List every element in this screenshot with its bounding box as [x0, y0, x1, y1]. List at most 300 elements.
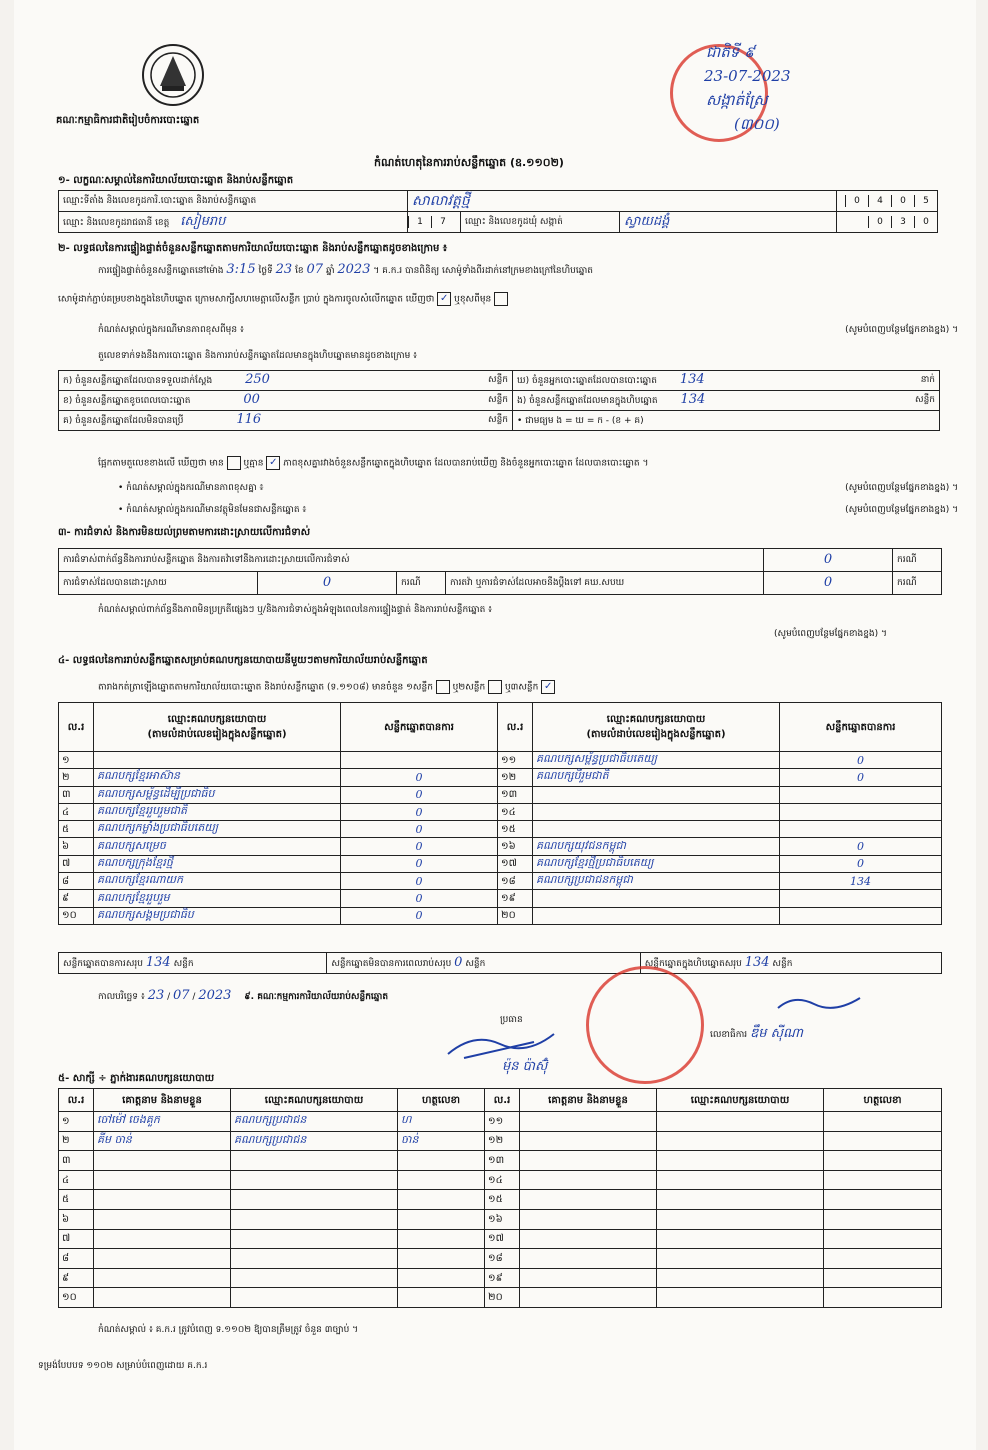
cell-party: [231, 1209, 398, 1229]
unit: សន្លឹក: [173, 958, 194, 969]
counts-table: [58, 370, 940, 431]
cell-party: [231, 1151, 398, 1171]
different-label: ឬខុសពីមុន: [454, 294, 492, 305]
cell-name: [520, 1288, 657, 1308]
cell-no: ២: [59, 769, 94, 786]
cell-votes: 0: [341, 786, 498, 803]
cell-no: ១១: [498, 752, 533, 769]
count-e-value: 134: [680, 392, 706, 407]
cell-name: គីម ចាន់: [94, 1131, 231, 1151]
code-digit: 0: [868, 216, 891, 228]
secretary-name: ឌឹម ស៊ីណា: [750, 1026, 804, 1041]
cell-party: [533, 907, 780, 924]
one-sheet-checkbox[interactable]: [436, 680, 450, 694]
cell-name: [94, 1170, 231, 1190]
appeal-label: ការតវ៉ា ឬការជំទាស់ដែលអាចនឹងប្តឹងទៅ គឃ.សបឃ: [446, 572, 764, 595]
fill-note: (សូមបំពេញបន្ថែមផ្នែកខាងខ្នង) ។: [845, 483, 958, 493]
code-digit: 7: [431, 216, 454, 228]
table-row: [59, 752, 942, 769]
verification-suffix: ។ គ.ក.រ បានពិនិត្យ សោម៉ូទាំងពីរដាក់នៅក្រមខាងក្រៅនៃហិបឆ្នោត: [373, 266, 594, 276]
table-row: [59, 1190, 942, 1210]
code-digit: 5: [914, 195, 937, 207]
province-label-text: ឈ្មោះ និងលេខកូដរាជធានី ខេត្ត: [63, 217, 170, 228]
location-value: សាលាវត្តថ្មី: [408, 191, 837, 212]
cell-no: ១៦: [485, 1209, 520, 1229]
cell-no: ៧: [59, 1229, 94, 1249]
cell-party: គណបក្សខ្មែរអាស៊ាន: [94, 769, 341, 786]
cell-no: ៩: [59, 890, 94, 907]
party-results-table: [58, 702, 942, 925]
cell-party: គណបក្សសម្រេច: [94, 838, 341, 855]
commune-label: ឈ្មោះ និងលេខកូដឃុំ សង្កាត់: [461, 212, 620, 233]
appeal-value: 0: [764, 572, 893, 595]
col-party-title: ឈ្មោះគណបក្សនយោបាយ: [606, 714, 706, 725]
table-row: [59, 1288, 942, 1308]
cell-name: [520, 1112, 657, 1132]
cell-no: ៦: [59, 838, 94, 855]
cell-party: [657, 1288, 824, 1308]
cell-sign: [824, 1112, 942, 1132]
party-results-body: [59, 752, 942, 925]
count-e-cell: [513, 391, 940, 411]
cell-no: ៤: [59, 1170, 94, 1190]
no-discrepancy-label: ឬគ្មាន: [243, 458, 264, 469]
cell-sign: [398, 1268, 485, 1288]
different-checkbox[interactable]: [494, 292, 508, 306]
cell-no: ១៤: [485, 1170, 520, 1190]
cell-party: [533, 803, 780, 820]
count-a-label: ក) ចំនួនសន្លឹកឆ្នោតដែលបានទទួលដាក់ស្តែង: [63, 376, 213, 386]
col-no: ល.រ: [59, 703, 94, 752]
col-name: គោត្តនាម និងនាមខ្លួន: [520, 1089, 657, 1112]
cell-votes: 0: [780, 752, 942, 769]
section1-heading: ១- លក្ខណៈសម្គាល់នៃការិយាល័យបោះឆ្នោត និងរាប់សន្លឹកឆ្នោត: [58, 175, 294, 186]
cell-party: គណបក្សបីរួមជាតិ: [533, 769, 780, 786]
cell-votes: 0: [780, 838, 942, 855]
cell-votes: 0: [341, 803, 498, 820]
table-row: [59, 1112, 942, 1132]
col-votes: សន្លឹកឆ្នោតបានការ: [341, 703, 498, 752]
section4-heading: ៤- លទ្ធផលនៃការរាប់សន្លឹកឆ្នោតសម្រាប់គណបក្សនយោបាយនីមួយៗតាមការិយាល័យរាប់សន្លឹកឆ្នោត: [58, 655, 428, 666]
signature-date-line: កាលបរិច្ឆេទ ៖ 23 / 07 / 2023 ៩. គណៈកម្មការការិយាល័យរាប់សន្លឹកឆ្នោត: [98, 988, 389, 1003]
table-row: [59, 1268, 942, 1288]
cell-party: [231, 1268, 398, 1288]
col-party: [94, 703, 341, 752]
cell-sign: [824, 1229, 942, 1249]
count-d-label: ឃ) ចំនួនអ្នកបោះឆ្នោតដែលបានបោះឆ្នោត: [517, 376, 657, 386]
cell-party: [657, 1131, 824, 1151]
count-b-value: 00: [243, 392, 260, 407]
code-digit: 0: [845, 195, 868, 207]
count-a-cell: [59, 371, 513, 391]
chair-name: ម៉ុន ប៉ាស៊ុំ: [502, 1059, 548, 1074]
nec-logo: [140, 42, 206, 108]
table-row: [59, 821, 942, 838]
cell-votes: [780, 803, 942, 820]
secretary-label: លេខាធិការ: [710, 1030, 748, 1040]
cell-sign: [398, 1209, 485, 1229]
cell-party: [533, 821, 780, 838]
discrepancy-line: [98, 456, 958, 470]
count-d-value: 134: [679, 372, 705, 387]
commune-code: [837, 212, 938, 233]
cell-party: គណបក្សកម្លាំងប្រជាធិបតេយ្យ: [94, 821, 341, 838]
cell-no: ១៣: [498, 786, 533, 803]
cell-sign: ចាន់: [398, 1131, 485, 1151]
cell-no: ១: [59, 1112, 94, 1132]
cell-party: គណបក្សសង្គមប្រជាធិប: [94, 907, 341, 924]
cell-no: ១៣: [485, 1151, 520, 1171]
cell-sign: [398, 1249, 485, 1269]
case-label: ករណី: [893, 549, 942, 572]
cell-name: [520, 1190, 657, 1210]
cell-name: [520, 1249, 657, 1269]
col-party: [533, 703, 780, 752]
no-discrepancy-checkbox[interactable]: ✓: [266, 456, 280, 470]
cell-party: [657, 1209, 824, 1229]
cell-votes: 0: [341, 838, 498, 855]
difference-note-line: [98, 324, 958, 336]
count-d-unit: នាក់: [920, 375, 935, 385]
secretary-signature: [774, 990, 864, 1014]
cell-party: គណបក្សខ្មែរណាយក: [94, 873, 341, 890]
cell-no: ៨: [59, 873, 94, 890]
cell-party: [231, 1288, 398, 1308]
date-day: 23: [147, 988, 165, 1003]
cell-no: ១៩: [485, 1268, 520, 1288]
cell-sign: [398, 1190, 485, 1210]
cell-votes: [341, 752, 498, 769]
bullet-note-1: [118, 482, 958, 494]
col-votes: សន្លឹកឆ្នោតបានការ: [780, 703, 942, 752]
difference-note-label: កំណត់សម្គាល់ក្នុងករណីមានភាពខុសពីមុន ៖: [98, 325, 244, 335]
cell-name: [520, 1131, 657, 1151]
table-row: [59, 769, 942, 786]
document-title: កំណត់ហេតុនៃការរាប់សន្លឹកឆ្នោត (ឧ.១១០២): [374, 156, 564, 169]
table-row: [59, 803, 942, 820]
total-invalid-cell: [327, 953, 640, 974]
code-digit: 3: [891, 216, 914, 228]
case-label: ករណី: [893, 572, 942, 595]
cell-party: គណបក្សខ្មែរថ្មីប្រជាធិបតេយ្យ: [533, 855, 780, 872]
table-row: [59, 838, 942, 855]
cell-no: ១១: [485, 1112, 520, 1132]
stamp-note-line: សង្កាត់ស្រែ: [706, 91, 768, 109]
cell-sign: [398, 1229, 485, 1249]
case-label: ករណី: [397, 572, 446, 595]
has-discrepancy-checkbox[interactable]: [227, 456, 241, 470]
code-digit: 1: [408, 216, 431, 228]
cell-no: ១: [59, 752, 94, 769]
table-row: [59, 1151, 942, 1171]
cell-party: [533, 890, 780, 907]
location-table: [58, 190, 938, 233]
cell-party: [657, 1170, 824, 1190]
col-party: ឈ្មោះគណបក្សនយោបាយ: [657, 1089, 824, 1112]
cell-sign: [824, 1268, 942, 1288]
cell-name: [520, 1229, 657, 1249]
cell-no: ១៦: [498, 838, 533, 855]
objection-label: ការជំទាស់ពាក់ព័ន្ធនឹងការរាប់សន្លឹកឆ្នោត និងការតវ៉ាទៅនឹងការដោះស្រាយលើការជំទាស់: [59, 549, 764, 572]
committee-official-stamp: [586, 966, 704, 1084]
province-value: សៀមរាប: [180, 213, 226, 229]
witness-body: [59, 1112, 942, 1308]
cell-party: [533, 786, 780, 803]
month-label: ខែ: [295, 266, 304, 276]
seal-text: សោម៉ូដាក់ភ្ជាប់គម្របខាងក្នុងនៃហិបឆ្នោត ក្រោមសាក្សីសហមេត្តាលើសន្លឹក ប្រាប់ ក្នុងការចូលសំលើកឆ្នោត ឃើញថា: [58, 294, 435, 305]
witness-footer-note: កំណត់សម្គាល់ ៖ គ.ក.រ ត្រូវបំពេញ ទ.១១០២ ឱ្យបានត្រឹមត្រូវ ចំនួន ៣ច្បាប់ ។: [98, 1325, 359, 1335]
secretary-line: [710, 1028, 803, 1041]
cell-votes: [780, 821, 942, 838]
witness-table: [58, 1088, 942, 1308]
count-b-cell: [59, 391, 513, 411]
cell-votes: 0: [341, 907, 498, 924]
cell-sign: [824, 1131, 942, 1151]
cell-sign: [398, 1151, 485, 1171]
cell-party: [657, 1112, 824, 1132]
cell-no: ១០: [59, 907, 94, 924]
cell-party: [657, 1268, 824, 1288]
day-label: ថ្ងៃទី: [258, 266, 273, 276]
section2-heading: ២- លទ្ធផលនៃការផ្ទៀងផ្ទាត់ចំនួនសន្លឹកឆ្នោតតាមការិយាល័យបោះឆ្នោត និងរាប់សន្លឹកឆ្នោតដូចខាងក្រោម ៖: [58, 243, 448, 254]
count-b-label: ខ) ចំនួនសន្លឹកឆ្នោតខូចពេលបោះឆ្នោត: [63, 396, 191, 406]
cell-no: ៣: [59, 1151, 94, 1171]
stamp-note-date: 23-07-2023: [704, 67, 791, 85]
cell-no: ៥: [59, 821, 94, 838]
fill-note: (សូមបំពេញបន្ថែមផ្នែកខាងខ្នង) ។: [845, 505, 958, 515]
date-label: កាលបរិច្ឆេទ ៖: [98, 992, 145, 1002]
cell-name: [520, 1151, 657, 1171]
table-row: [59, 1229, 942, 1249]
cell-no: ១៧: [485, 1229, 520, 1249]
count-c-unit: សន្លឹក: [488, 415, 508, 425]
total-box-label: សន្លឹកឆ្នោតក្នុងហិបឆ្នោតសរុប: [644, 958, 742, 969]
total-valid-value: 134: [145, 954, 171, 970]
cell-no: ៤: [59, 803, 94, 820]
col-no: ល.រ: [498, 703, 533, 752]
cell-no: ១៥: [498, 821, 533, 838]
cell-sign: [824, 1288, 942, 1308]
cell-party: គណបក្សប្រជាជន: [231, 1131, 398, 1151]
cell-votes: 0: [780, 855, 942, 872]
bullet-note-2: [118, 504, 958, 516]
resolved-value: 0: [258, 572, 397, 595]
table-row: [59, 1209, 942, 1229]
total-invalid-value: 0: [454, 954, 463, 970]
cell-party: គណបក្សប្រជាជន: [231, 1112, 398, 1132]
count-a-unit: សន្លឹក: [488, 375, 508, 385]
location-code: [837, 191, 938, 212]
cell-no: ១៩: [498, 890, 533, 907]
cell-votes: 0: [341, 873, 498, 890]
top-stamp-notes: [694, 40, 864, 136]
cell-party: [94, 752, 341, 769]
tally-sheet-line: [98, 680, 958, 694]
cell-sign: [824, 1190, 942, 1210]
objections-table: [58, 548, 942, 595]
cell-name: [94, 1190, 231, 1210]
table-row: [59, 907, 942, 924]
cell-party: [657, 1151, 824, 1171]
cell-votes: 0: [780, 769, 942, 786]
cell-name: [94, 1229, 231, 1249]
commune-value: ស្វាយដង្គំ: [620, 212, 837, 233]
cell-name: [520, 1170, 657, 1190]
col-party-title: ឈ្មោះគណបក្សនយោបាយ: [167, 714, 267, 725]
location-label: ឈ្មោះទីតាំង និងលេខកូដការិ.បោះឆ្នោត និងរាប់សន្លឹកឆ្នោត: [59, 191, 408, 212]
col-name: គោត្តនាម និងនាមខ្លួន: [94, 1089, 231, 1112]
col-party-sub: (តាមលំដាប់លេខរៀងក្នុងសន្លឹកឆ្នោត): [586, 729, 726, 740]
bullet-1-text: • កំណត់សម្គាល់ក្នុងករណីមានភាពខុសគ្នា ៖: [118, 483, 264, 493]
col-party-sub: (តាមលំដាប់លេខរៀងក្នុងសន្លឹកឆ្នោត): [147, 729, 287, 740]
date-year: 2023: [198, 988, 232, 1003]
cell-name: [94, 1288, 231, 1308]
month-value: 07: [306, 262, 324, 277]
count-c-cell: [59, 411, 513, 431]
table-row: [59, 786, 942, 803]
cell-name: [520, 1268, 657, 1288]
count-b-unit: សន្លឹក: [488, 395, 508, 405]
cell-name: [94, 1151, 231, 1171]
col-no: ល.រ: [485, 1089, 520, 1112]
cell-sign: [398, 1170, 485, 1190]
cell-no: ១០: [59, 1288, 94, 1308]
seal-line: [58, 292, 958, 306]
cell-party: [231, 1170, 398, 1190]
table-row: [59, 855, 942, 872]
cell-name: [94, 1249, 231, 1269]
cell-party: [231, 1190, 398, 1210]
col-sign: ហត្ថលេខា: [824, 1089, 942, 1112]
cell-party: គណបក្សខ្មែររួបរួមជាតិ: [94, 803, 341, 820]
cell-name: [520, 1209, 657, 1229]
cell-no: ២០: [498, 907, 533, 924]
cell-party: [657, 1249, 824, 1269]
cell-votes: 0: [341, 769, 498, 786]
tally-intro: តារាងកត់ត្រាឡើងឆ្នោតតាមការិយាល័យបោះឆ្នោត និងរាប់សន្លឹកឆ្នោត (ទ.១១០៨) មានចំនួន ១សន្លឹក: [98, 682, 433, 693]
cell-votes: 134: [780, 873, 942, 890]
cell-sign: [824, 1151, 942, 1171]
discrepancy-prefix: ផ្អែកតាមតួលេខខាងលើ ឃើញថា មាន: [98, 458, 224, 469]
total-box-value: 134: [744, 954, 770, 970]
verification-line: [98, 264, 958, 277]
fill-note: (សូមបំពេញបន្ថែមផ្នែកខាងខ្នង) ។: [774, 629, 887, 639]
table-row: [59, 1170, 942, 1190]
cell-no: ១២: [498, 769, 533, 786]
count-e-label: ង) ចំនួនសន្លឹកឆ្នោតដែលមានក្នុងហិបឆ្នោត: [517, 396, 658, 406]
table-row: [59, 890, 942, 907]
year-label: ឆ្នាំ: [325, 266, 335, 276]
stamp-note-line: ជាតិទី ៩: [706, 43, 755, 61]
cell-votes: [780, 907, 942, 924]
cell-party: [657, 1190, 824, 1210]
cell-sign: ហ: [398, 1112, 485, 1132]
objection-value: 0: [764, 549, 893, 572]
count-e-unit: សន្លឹក: [915, 395, 935, 405]
section5-heading: ៥- សាក្សី ÷ ភ្នាក់ងារគណបក្សនយោបាយ: [58, 1073, 215, 1084]
province-code: [408, 212, 461, 233]
cell-sign: [824, 1170, 942, 1190]
cell-votes: [780, 890, 942, 907]
count-c-value: 116: [236, 412, 262, 427]
cell-party: គណបក្សប្រជាជនកម្ពុជា: [533, 873, 780, 890]
discrepancy-text: ភាពខុសគ្នារវាងចំនួនសន្លឹកឆ្នោតក្នុងហិបឆ្នោត ដែលបានរាប់ឃើញ និងចំនួនអ្នកបោះឆ្នោត ដែលបានបោះឆ្នោត ។: [283, 458, 649, 469]
cell-party: គណបក្សសម្ព័ន្ធដើម្បីប្រជាធិប: [94, 786, 341, 803]
cell-votes: 0: [341, 821, 498, 838]
cell-party: [231, 1249, 398, 1269]
bullet-2-text: • កំណត់សម្គាល់ក្នុងករណីមានវត្ថុមិនមែនជាសន្លឹកឆ្នោត ៖: [118, 505, 307, 515]
cell-votes: 0: [341, 855, 498, 872]
count-a-value: 250: [245, 372, 270, 387]
cell-no: ២០: [485, 1288, 520, 1308]
cell-no: ២: [59, 1131, 94, 1151]
three-sheets-checkbox[interactable]: ✓: [541, 680, 555, 694]
three-sheets-label: ឬ៣សន្លឹក: [504, 682, 539, 693]
cell-no: ១៧: [498, 855, 533, 872]
count-d-cell: [513, 371, 940, 391]
cell-name: [94, 1268, 231, 1288]
form-footer-note: ទម្រង់បែបបទ ១១០២ សម្រាប់បំពេញដោយ គ.ក.រ: [38, 1361, 208, 1371]
table-row: [59, 1131, 942, 1151]
unit: សន្លឹក: [772, 958, 793, 969]
code-digit: 0: [891, 195, 914, 207]
cell-party: គណបក្សខ្មែររួបរួម: [94, 890, 341, 907]
date-month: 07: [173, 988, 190, 1003]
total-valid-cell: [59, 953, 327, 974]
table-row: [59, 1249, 942, 1269]
figures-intro: តួលេខទាក់ទងនឹងការបោះឆ្នោត និងការរាប់សន្លឹកឆ្នោតដែលមានក្នុងហិបឆ្នោតមានដូចខាងក្រោម ៖: [98, 351, 418, 361]
cell-sign: [398, 1288, 485, 1308]
cell-sign: [824, 1209, 942, 1229]
fill-note: (សូមបំពេញបន្ថែមផ្នែកខាងខ្នង) ។: [845, 325, 958, 335]
col-no: ល.រ: [59, 1089, 94, 1112]
cell-sign: [824, 1249, 942, 1269]
col-party: ឈ្មោះគណបក្សនយោបាយ: [231, 1089, 398, 1112]
resolved-label: ការជំទាស់ដែលបានដោះស្រាយ: [59, 572, 258, 595]
cell-name: [94, 1209, 231, 1229]
section3-heading: ៣- ការជំទាស់ និងការមិនយល់ព្រមតាមការដោះស្រាយលើការជំទាស់: [58, 527, 311, 538]
cell-no: ១៤: [498, 803, 533, 820]
code-digit: 0: [914, 216, 937, 228]
cell-name: ចៅម៉ៅ ចេងគួក: [94, 1112, 231, 1132]
cell-party: គណបក្សយុវជនកម្ពុជា: [533, 838, 780, 855]
total-invalid-label: សន្លឹកឆ្នោតមិនបានការពេលរាប់សរុប: [331, 958, 452, 969]
cell-party: [231, 1229, 398, 1249]
cell-no: ១៨: [485, 1249, 520, 1269]
cell-no: ៥: [59, 1190, 94, 1210]
table-row: [59, 873, 942, 890]
unit: សន្លឹក: [465, 958, 486, 969]
same-checkbox[interactable]: ✓: [437, 292, 451, 306]
verification-prefix: ការផ្ទៀងផ្ទាត់ចំនួនសន្លឹកឆ្នោតនៅម៉ោង: [98, 266, 224, 276]
day-value: 23: [275, 262, 293, 277]
cell-no: ៣: [59, 786, 94, 803]
org-name: គណៈកម្មាធិការជាតិរៀបចំការបោះឆ្នោត: [56, 115, 200, 126]
cell-no: ១៨: [498, 873, 533, 890]
cell-party: គណបក្សសម្ព័ន្ធប្រជាធិបតេយ្យ: [533, 752, 780, 769]
province-label: [59, 212, 408, 233]
cell-no: ៦: [59, 1209, 94, 1229]
cell-votes: [780, 786, 942, 803]
cell-votes: 0: [341, 890, 498, 907]
code-digit: 4: [868, 195, 891, 207]
chair-label: ប្រធាន: [500, 1015, 523, 1025]
count-c-label: គ) ចំនួនសន្លឹកឆ្នោតដែលមិនបានប្រើ: [63, 416, 184, 426]
total-valid-label: សន្លឹកឆ្នោតបានការសរុប: [63, 958, 143, 969]
cell-no: ៨: [59, 1249, 94, 1269]
document-page: [14, 0, 976, 1450]
two-sheets-checkbox[interactable]: [488, 680, 502, 694]
